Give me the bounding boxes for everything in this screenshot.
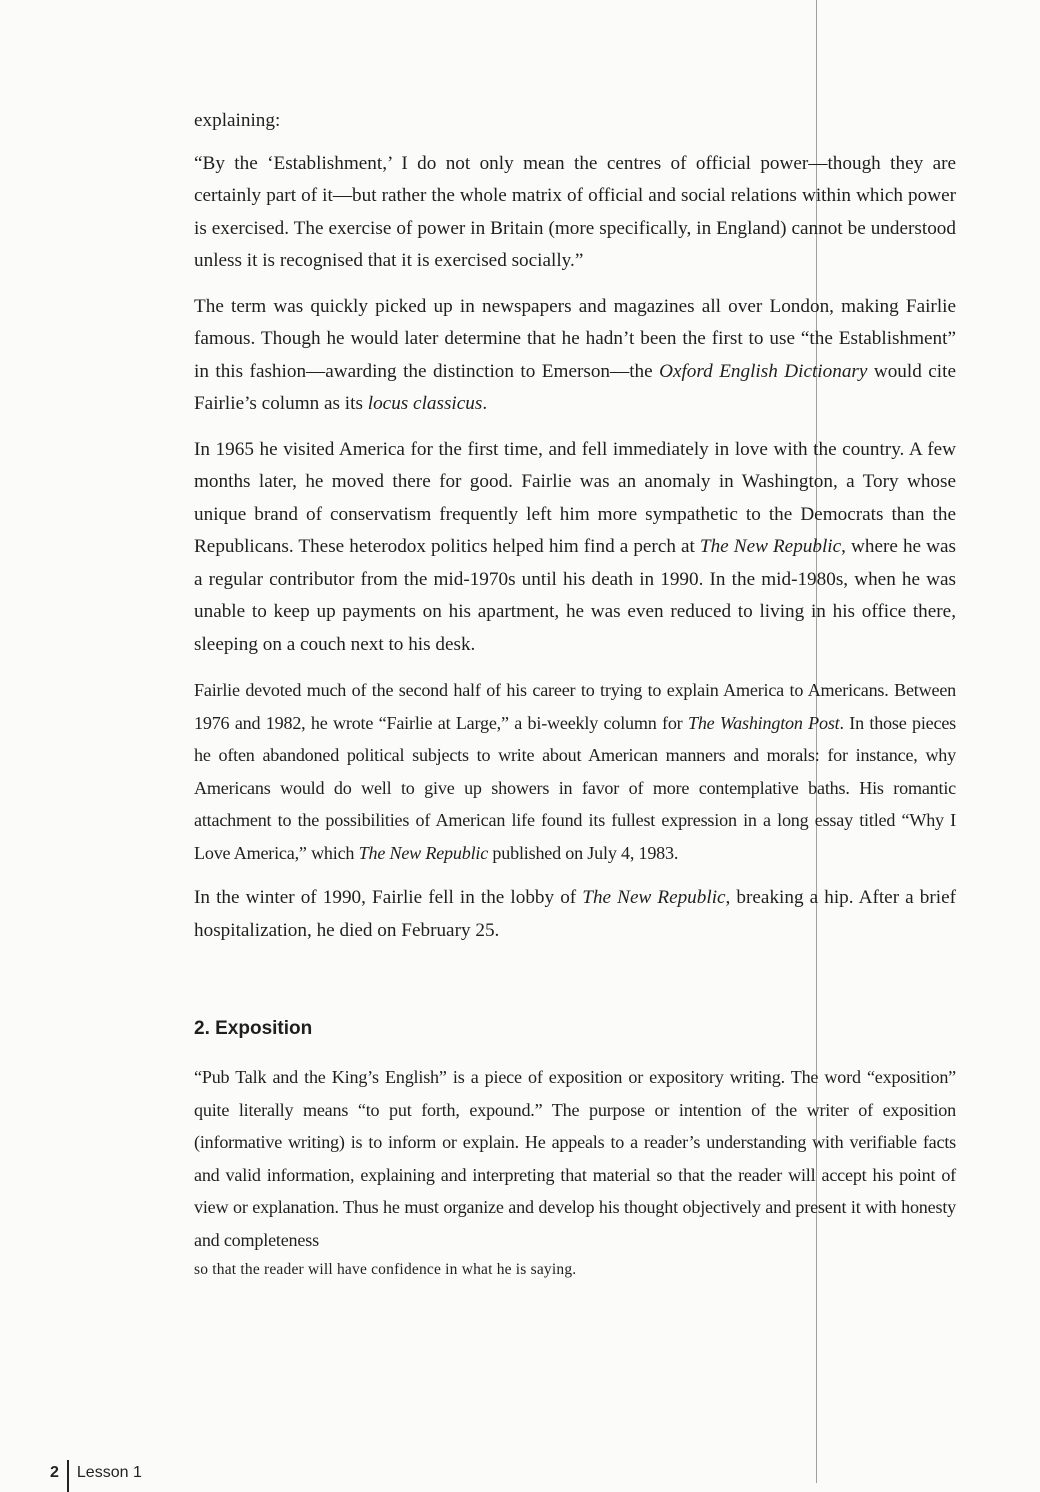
section-heading: 2. Exposition	[194, 1018, 313, 1039]
text-run: .	[482, 393, 488, 414]
text-run: would cite Fairlie’s column as its	[194, 360, 956, 414]
text-run: . In those pieces he often abandoned political subjects to write about American manners and morals: for instance, why Americans would do well to give up showers in favor of more contemplative baths. His romantic attachment to the possibilities of American life found its fullest expression in a long essay titled “Why I Love America,” which	[194, 712, 957, 863]
paragraph-explain-america	[194, 674, 956, 869]
paragraph-exposition: “Pub Talk and the King’s English” is a piece of exposition or expository writing. The word “exposition” quite literally means “to put forth, expound.” The purpose or intention of the writer of exposition (informative writing) is to inform or explain. He appeals to a reader’s understanding with verifiable facts and valid information, explaining and interpreting that material so that the reader will accept his point of view or explanation. Thus he must organize and develop his thought objectively and present it with honesty and completeness	[194, 1067, 956, 1250]
text-run: The term was quickly picked up in newspapers and magazines all over London, making Fairlie famous. Though he would later determine that he hadn’t been the first to use “the Establishment” in this fashion—awarding the distinction to Emerson—the	[194, 295, 956, 382]
italic-term: locus classicus	[367, 393, 483, 414]
italic-title: Oxford English Dictionary	[659, 360, 868, 382]
text-run: In 1965 he visited America for the first time, and fell immediately in love with the country. A few months later, he moved there for good. Fairlie was an anomaly in Washington, a Tory whose unique brand of conservatism frequently left him more sympathetic to the Democrats than the Republicans. These heterodox politics helped him find a perch at	[194, 438, 956, 557]
paragraph-term-picked-up	[194, 291, 956, 421]
page-footer	[50, 1460, 142, 1486]
paragraph-exposition-tail: so that the reader will have confidence in what he is saying.	[194, 1261, 577, 1278]
italic-title: The New Republic	[582, 887, 726, 908]
text-run: In the winter of 1990, Fairlie fell in the lobby of	[194, 887, 583, 908]
footer-divider	[67, 1460, 69, 1492]
italic-title: The New Republic	[358, 842, 489, 863]
italic-title: The New Republic	[699, 536, 842, 557]
page-number: 2	[50, 1464, 59, 1481]
lesson-label: Lesson 1	[76, 1464, 142, 1481]
italic-title: The Washington Post	[687, 712, 840, 733]
text-run: , where he was a regular contributor from the mid-1970s until his death in 1990. In the mid-1980s, when he was unable to keep up payments on his apartment, he was even reduced to living in his office there, sleeping on a couch next to his desk.	[194, 536, 956, 655]
establishment-quote: “By the ‘Establishment,’ I do not only mean the centres of official power—though they are certainly part of it—but rather the whole matrix of official and social relations within which power is exercised. The exercise of power in Britain (more specifically, in England) cannot be understood unless it is recognised that it is exercised socially.”	[194, 152, 956, 271]
intro-line: explaining:	[194, 110, 281, 131]
text-run: published on July 4, 1983.	[488, 842, 679, 863]
text-run: Fairlie devoted much of the second half of his career to trying to explain America to Americans. Between 1976 and 1982, he wrote “Fairlie at Large,” a bi-weekly column for	[194, 680, 956, 733]
page-body	[194, 105, 956, 1282]
paragraph-america-1965	[194, 434, 956, 662]
paragraph-winter-1990	[194, 882, 956, 947]
text-run: , breaking a hip. After a brief hospitalization, he died on February 25.	[194, 887, 956, 941]
